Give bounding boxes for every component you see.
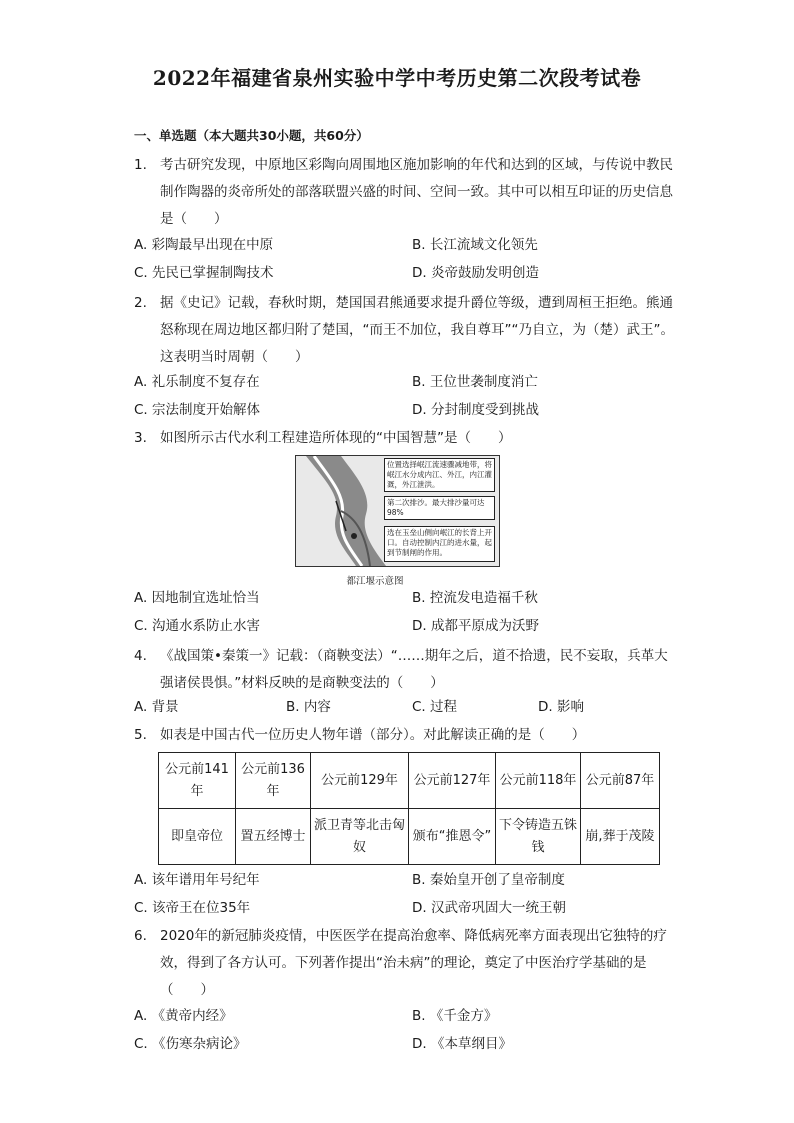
table-row [159,809,660,865]
question-2 [134,290,674,371]
q2-option-a[interactable]: A. 礼乐制度不复存在 [134,374,260,390]
q5-option-b[interactable]: B. 秦始皇开创了皇帝制度 [412,872,565,888]
q5-option-c[interactable]: C. 该帝王在位35年 [134,900,251,916]
figure-caption: 都江堰示意图 [346,576,404,587]
q6-option-d[interactable]: D. 《本草纲目》 [412,1036,512,1052]
q1-option-c[interactable]: C. 先民已掌握制陶技术 [134,265,274,281]
table-cell: 置五经博士 [236,809,311,865]
question-text: 如图所示古代水利工程建造所体现的“中国智慧”是（ ） [160,430,512,446]
figure-note-3: 选在玉垒山侧向岷江的长背上开口。自动控制内江的进水量，起到节制闸的作用。 [384,526,495,562]
table-cell: 公元前129年 [311,753,409,809]
table-row [159,753,660,809]
q1-option-a[interactable]: A. 彩陶最早出现在中原 [134,237,274,253]
q6-option-c[interactable]: C. 《伤寒杂病论》 [134,1036,247,1052]
question-text: 考古研究发现，中原地区彩陶向周围地区施加影响的年代和达到的区域，与传说中教民制作陶器的炎帝所处的部落联盟兴盛的时间、空间一致。其中可以相互印证的历史信息是（ ） [160,157,673,227]
question-3 [134,425,674,452]
page-title: 2022年福建省泉州实验中学中考历史第二次段考试卷 [152,66,642,90]
question-number: 5. [134,727,147,743]
figure-note-2: 第二次排沙。最大排沙量可达98% [384,496,495,520]
figure-note-1: 位置选择岷江流速骤减地带，将岷江水分成内江、外江，内江灌溉，外江泄洪。 [384,458,495,492]
q6-option-a[interactable]: A. 《黄帝内经》 [134,1008,233,1024]
question-text: 2020年的新冠肺炎疫情，中医医学在提高治愈率、降低病死率方面表现出它独特的疗效，得到了各方认可。下列著作提出“治未病”的理论，奠定了中医治疗学基础的是（ ） [160,928,667,998]
question-number: 2. [134,295,147,311]
question-number: 6. [134,928,147,944]
q4-option-a[interactable]: A. 背景 [134,699,179,715]
section-heading: 一、单选题（本大题共30小题，共60分） [134,128,369,143]
question-text: 据《史记》记载，春秋时期，楚国国君熊通要求提升爵位等级，遭到周桓王拒绝。熊通怒称现在周边地区都归附了楚国，“而王不加位，我自尊耳”“乃自立，为（楚）武王”。这表明当时周朝（ ） [160,295,674,365]
question-6 [134,923,674,1004]
q3-option-a[interactable]: A. 因地制宜选址恰当 [134,590,260,606]
q1-option-b[interactable]: B. 长江流域文化领先 [412,237,538,253]
q5-option-d[interactable]: D. 汉武帝巩固大一统王朝 [412,900,566,916]
question-4 [134,643,674,697]
table-cell: 下令铸造五铢钱 [496,809,581,865]
table-cell: 颁布“推恩令” [409,809,496,865]
table-cell: 公元前118年 [496,753,581,809]
q3-option-d[interactable]: D. 成都平原成为沃野 [412,618,539,634]
dujiangyan-diagram [295,455,500,567]
question-number: 3. [134,430,147,446]
question-text: 如表是中国古代一位历史人物年谱（部分）。对此解读正确的是（ ） [160,727,586,743]
q1-option-d[interactable]: D. 炎帝鼓励发明创造 [412,265,539,281]
question-5 [134,722,674,749]
q2-option-b[interactable]: B. 王位世袭制度消亡 [412,374,538,390]
table-cell: 公元前141年 [159,753,236,809]
q2-option-d[interactable]: D. 分封制度受到挑战 [412,402,539,418]
table-cell: 公元前127年 [409,753,496,809]
q3-option-c[interactable]: C. 沟通水系防止水害 [134,618,261,634]
table-cell: 公元前87年 [581,753,660,809]
q4-option-c[interactable]: C. 过程 [412,699,458,715]
table-cell: 崩,葬于茂陵 [581,809,660,865]
q3-option-b[interactable]: B. 控流发电造福千秋 [412,590,538,606]
q4-option-b[interactable]: B. 内容 [286,699,331,715]
table-cell: 公元前136年 [236,753,311,809]
q5-option-a[interactable]: A. 该年谱用年号纪年 [134,872,260,888]
question-number: 1. [134,157,147,173]
chronology-table [158,752,660,865]
question-number: 4. [134,648,147,664]
question-1 [134,152,674,233]
q4-option-d[interactable]: D. 影响 [538,699,584,715]
q2-option-c[interactable]: C. 宗法制度开始解体 [134,402,261,418]
question-text: 《战国策•秦策一》记载：（商鞅变法）“……期年之后，道不拾遗，民不妄取，兵革大强诸侯畏惧。”材料反映的是商鞅变法的（ ） [160,648,668,691]
table-cell: 即皇帝位 [159,809,236,865]
q6-option-b[interactable]: B. 《千金方》 [412,1008,498,1024]
table-cell: 派卫青等北击匈奴 [311,809,409,865]
